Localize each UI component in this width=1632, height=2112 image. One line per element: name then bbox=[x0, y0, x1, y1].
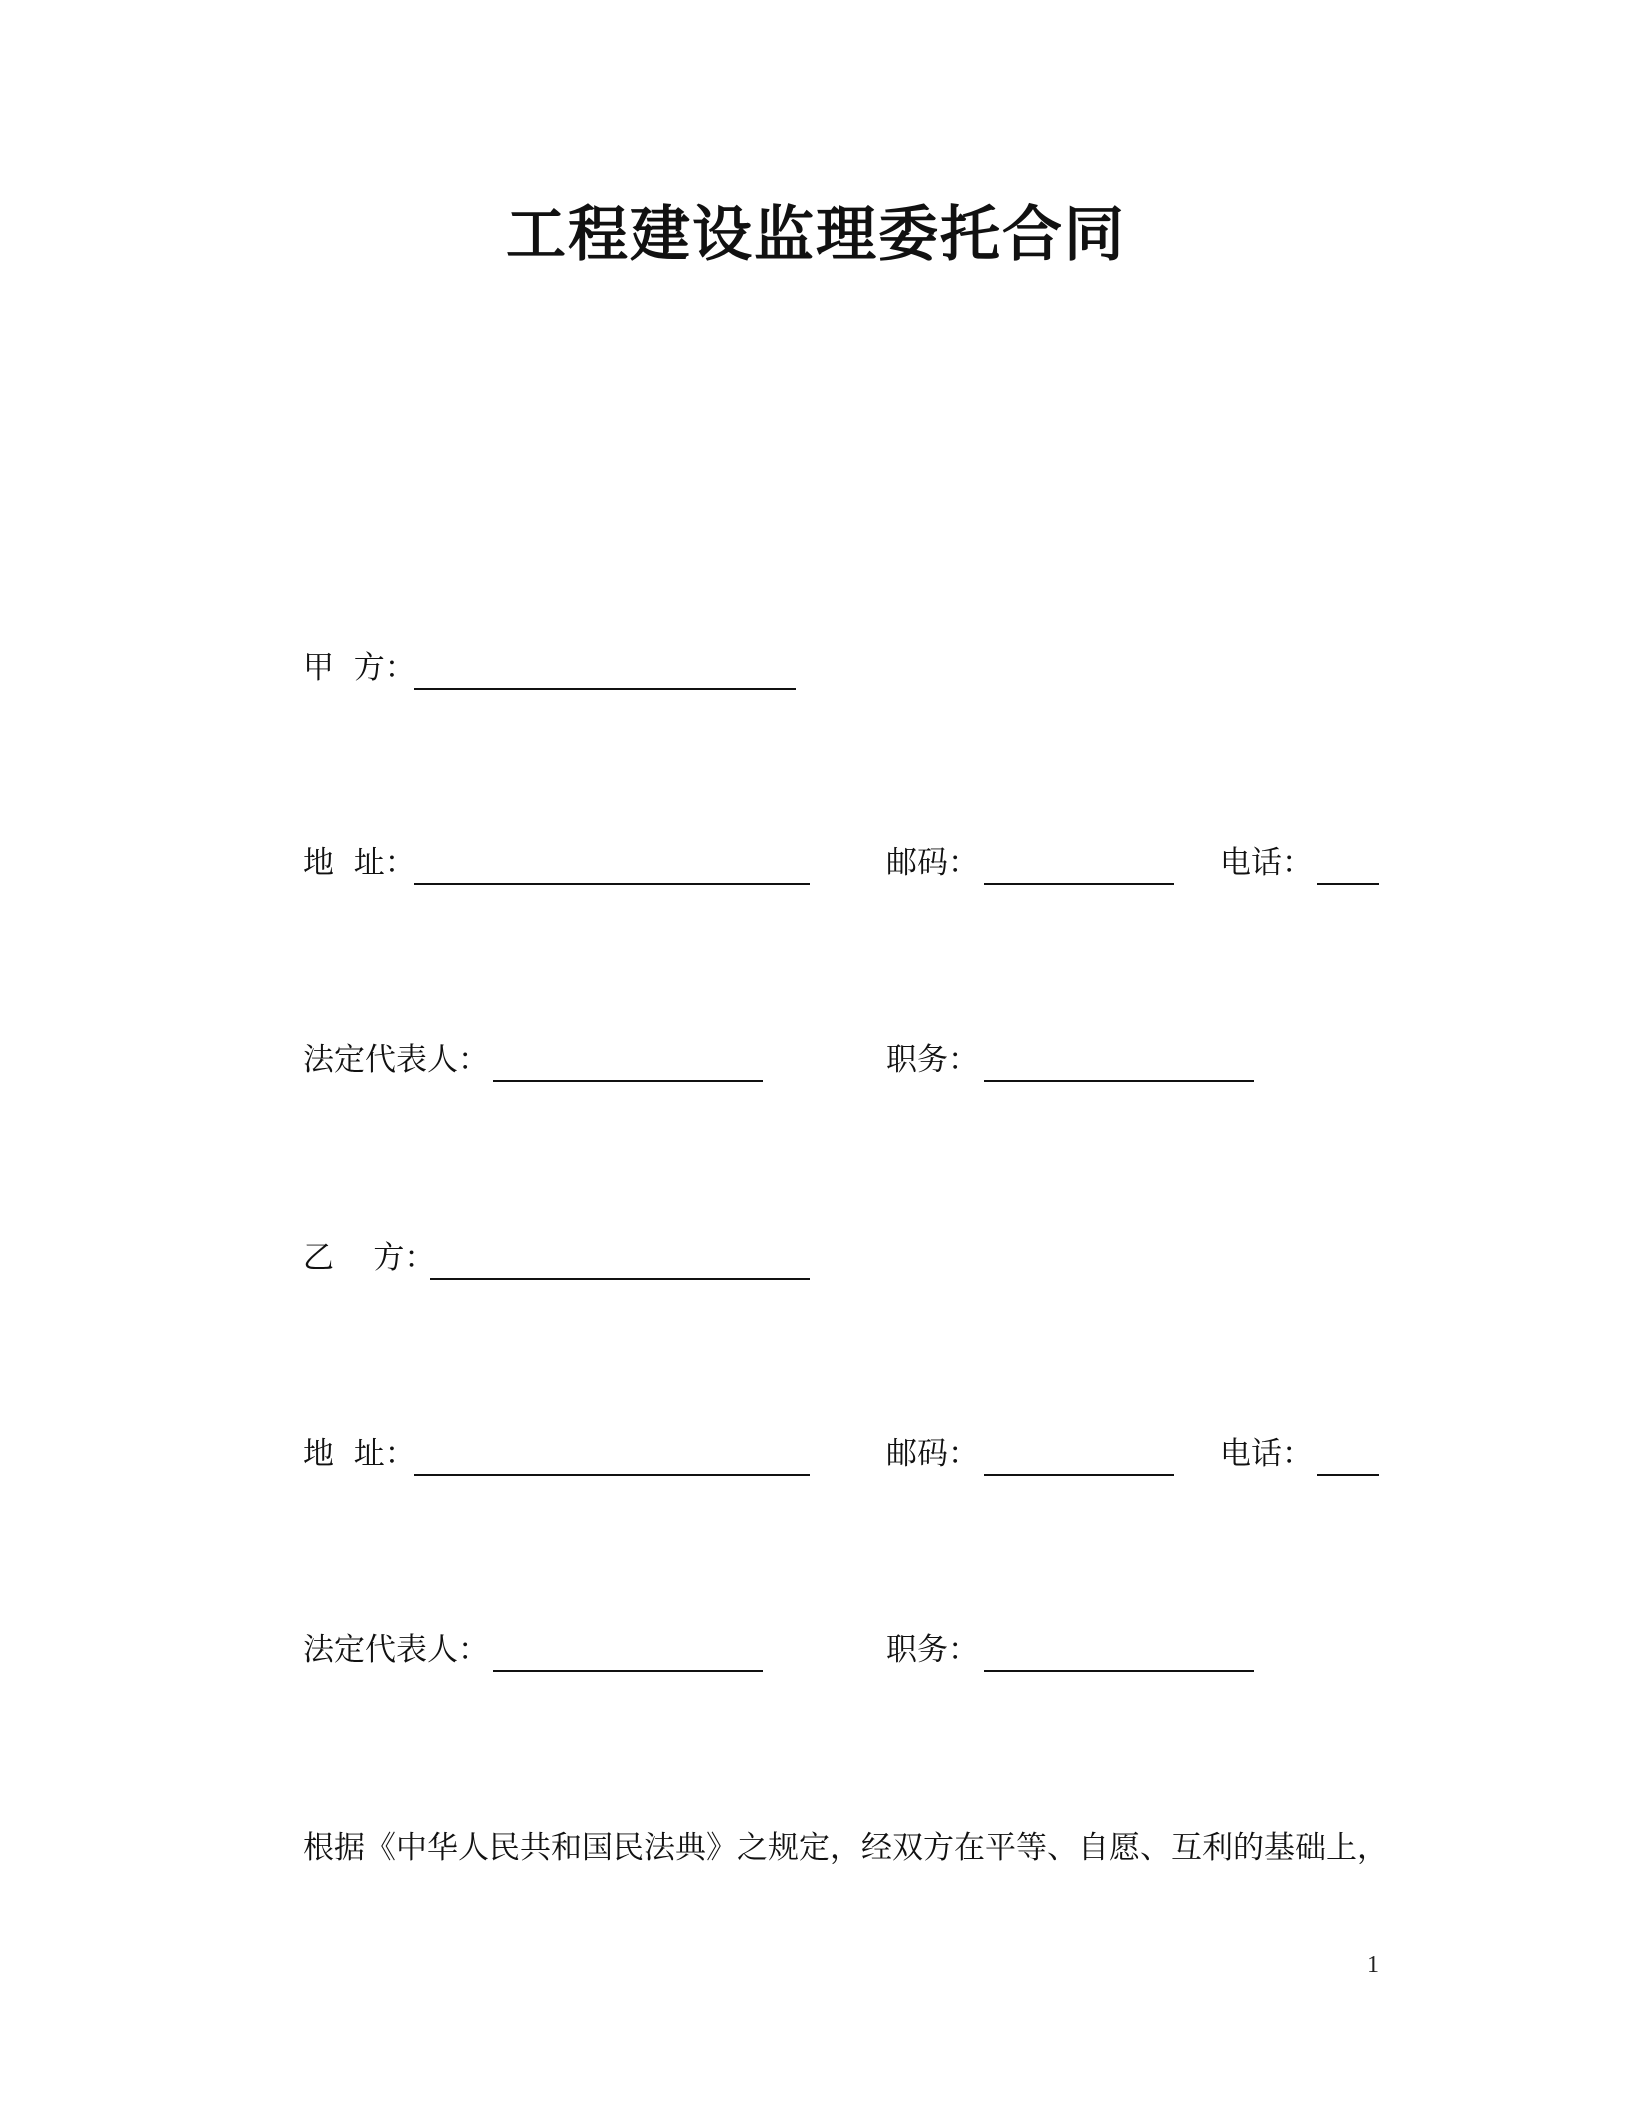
party-a-postcode-label: 邮码： bbox=[886, 845, 979, 881]
party-a-position-blank[interactable] bbox=[984, 1080, 1254, 1082]
party-a-legal-rep-label: 法定代表人： bbox=[303, 1042, 489, 1078]
document-title: 工程建设监理委托合同 bbox=[506, 200, 1126, 270]
party-a-address-blank[interactable] bbox=[414, 883, 810, 885]
party-a-label: 甲 方： bbox=[303, 650, 416, 686]
party-a-name-blank[interactable] bbox=[414, 688, 796, 690]
party-b-address-label: 地 址： bbox=[303, 1436, 416, 1472]
party-b-legal-rep-blank[interactable] bbox=[493, 1670, 763, 1672]
page-number: 1 bbox=[1367, 1952, 1379, 1978]
party-a-phone-blank[interactable] bbox=[1317, 883, 1379, 885]
intro-paragraph: 根据《中华人民共和国民法典》之规定，经双方在平等、自愿、互利的基础上， bbox=[303, 1830, 1388, 1866]
party-b-name-blank[interactable] bbox=[430, 1278, 810, 1280]
party-a-postcode-blank[interactable] bbox=[984, 883, 1174, 885]
party-b-postcode-label: 邮码： bbox=[886, 1436, 979, 1472]
party-b-legal-rep-label: 法定代表人： bbox=[303, 1632, 489, 1668]
party-a-phone-label: 电话： bbox=[1220, 845, 1313, 881]
party-b-position-label: 职务： bbox=[886, 1632, 979, 1668]
party-b-phone-label: 电话： bbox=[1220, 1436, 1313, 1472]
party-a-address-label: 地 址： bbox=[303, 845, 416, 881]
party-a-legal-rep-blank[interactable] bbox=[493, 1080, 763, 1082]
party-b-position-blank[interactable] bbox=[984, 1670, 1254, 1672]
party-b-address-blank[interactable] bbox=[414, 1474, 810, 1476]
party-b-postcode-blank[interactable] bbox=[984, 1474, 1174, 1476]
party-a-position-label: 职务： bbox=[886, 1042, 979, 1078]
party-b-label: 乙 方： bbox=[303, 1240, 436, 1276]
party-b-phone-blank[interactable] bbox=[1317, 1474, 1379, 1476]
